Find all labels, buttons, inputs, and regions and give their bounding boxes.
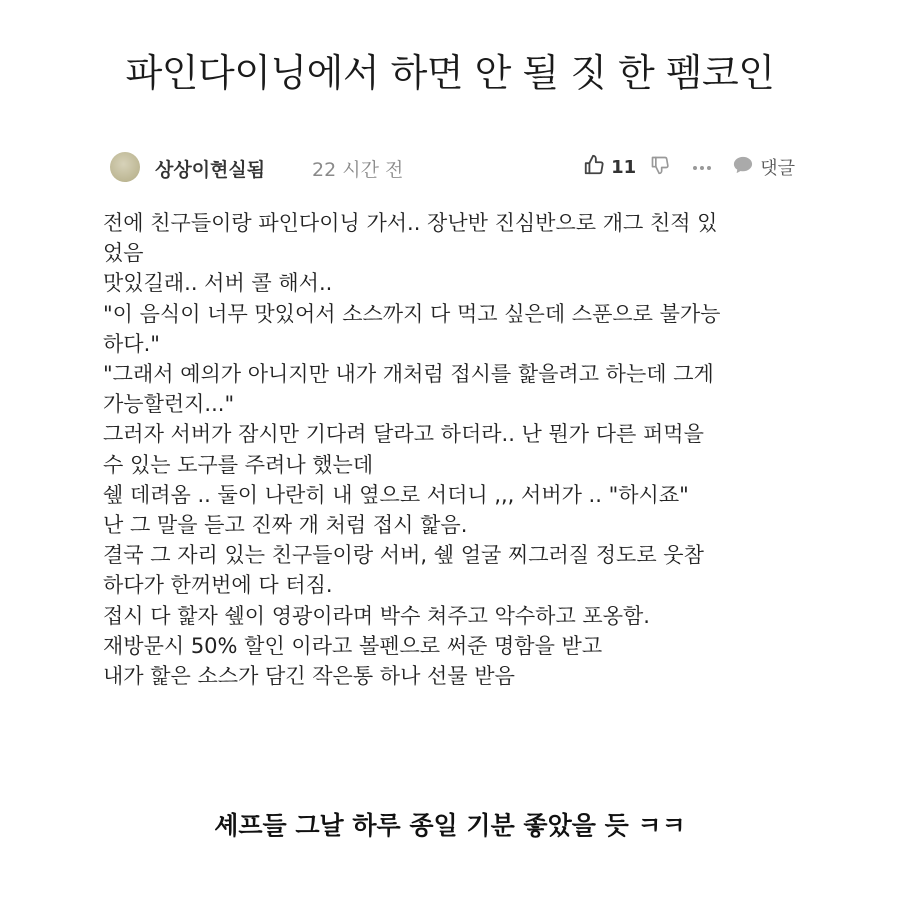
dislike-button[interactable]	[650, 155, 670, 179]
comment-line: 접시 다 핥자 쉪이 영광이라며 박수 쳐주고 악수하고 포옹함.	[103, 603, 650, 628]
more-button[interactable]	[692, 158, 712, 177]
comment-line: 쉪 데려옴 .. 둘이 나란히 내 옆으로 서더니 ,,, 서버가 .. "하시죠"	[103, 482, 689, 507]
comment-line: 결국 그 자리 있는 친구들이랑 서버, 쉪 얼굴 찌그러질 정도로 웃참	[103, 543, 704, 568]
comment-line: "그래서 예의가 아니지만 내가 개처럼 접시를 핥을려고 하는데 그게	[103, 362, 714, 387]
comment-line: 재방문시 50% 할인 이라고 볼펜으로 써준 명함을 받고	[103, 633, 603, 658]
comment-line: 내가 핥은 소스가 담긴 작은통 하나 선물 받음	[103, 664, 515, 689]
comment-actions	[583, 152, 795, 182]
comment-line: "이 음식이 너무 맛있어서 소스까지 다 먹고 싶은데 스푼으로 불가능	[103, 301, 721, 326]
speech-bubble-icon	[732, 155, 754, 179]
thumbs-up-icon	[583, 154, 605, 180]
like-count: 11	[611, 156, 637, 178]
like-button[interactable]	[583, 154, 636, 180]
caption: 셰프들 그날 하루 종일 기분 좋았을 듯 ㅋㅋ	[214, 811, 686, 840]
comment-line: 그러자 서버가 잠시만 기다려 달라고 하더라.. 난 뭔가 다른 퍼먹을	[103, 422, 704, 447]
comment-line: 하다가 한꺼번에 다 터짐.	[103, 573, 333, 598]
username[interactable]: 상상이현실됨	[155, 159, 266, 181]
comment-line: 맛있길래.. 서버 콜 해서..	[103, 271, 333, 296]
reply-label: 댓글	[760, 158, 795, 179]
comment-line: 수 있는 도구를 주려나 했는데	[103, 452, 374, 477]
page-title: 파인다이닝에서 하면 안 될 짓 한 펨코인	[125, 51, 775, 95]
comment-line: 전에 친구들이랑 파인다이닝 가서.. 장난반 진심반으로 개그 친적 있	[103, 211, 718, 235]
timestamp: 22 시간 전	[312, 159, 404, 181]
comment-header	[110, 148, 795, 188]
comment-body	[103, 208, 803, 691]
thumbs-down-icon	[650, 155, 670, 179]
comment-line: 가능할런지..."	[103, 392, 235, 417]
more-dots-icon	[692, 158, 712, 177]
comment-line: 난 그 말을 듣고 진짜 개 처럼 접시 핥음.	[103, 513, 468, 538]
comment-line: 었음	[103, 241, 144, 266]
comment-line: 하다."	[103, 331, 160, 356]
avatar[interactable]	[110, 152, 140, 182]
reply-button[interactable]	[732, 154, 795, 180]
